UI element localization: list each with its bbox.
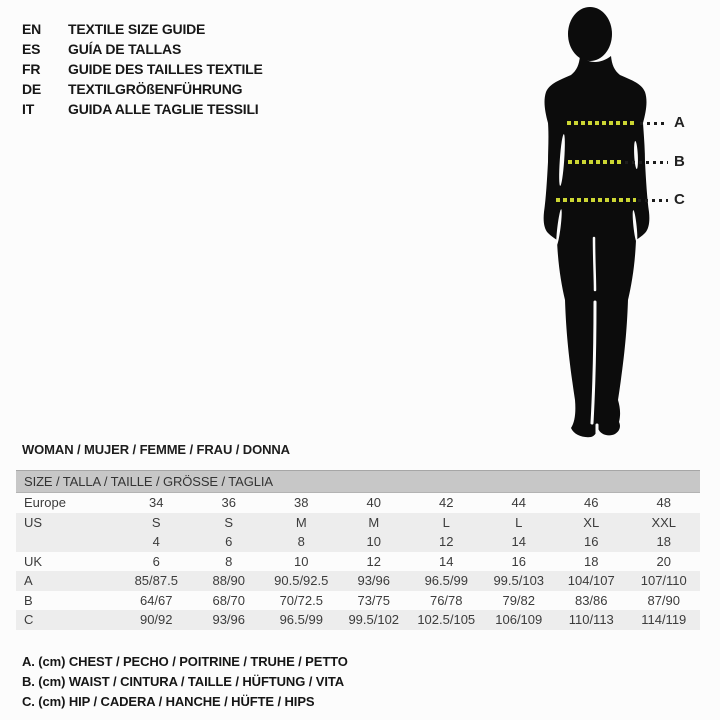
cell: 34 <box>149 495 164 510</box>
cell: 99.5/103 <box>493 573 545 588</box>
language-row-it <box>22 99 263 119</box>
table-row-uk <box>16 552 700 572</box>
guide-title-es: GUÍA DE TALLAS <box>68 41 182 57</box>
hip-measure-line <box>556 198 636 202</box>
cell: M <box>368 514 380 530</box>
cell: 40 <box>366 495 381 510</box>
row-label <box>16 532 120 552</box>
waist-leader-dots <box>625 161 668 164</box>
language-list <box>22 19 263 119</box>
waist-measure-line <box>568 160 622 164</box>
cell: 70/72.5 <box>279 592 323 608</box>
guide-title-en: TEXTILE SIZE GUIDE <box>68 21 206 37</box>
chest-measure-line <box>567 121 634 125</box>
table-row-chest-a <box>16 571 700 591</box>
cell: 20 <box>656 553 671 569</box>
cell: 88/90 <box>212 573 246 588</box>
row-label: Europe <box>24 495 66 510</box>
cell: 107/110 <box>640 573 687 588</box>
cell: 93/96 <box>357 573 391 588</box>
table-row-us <box>16 513 700 533</box>
woman-silhouette-figure <box>488 2 714 442</box>
cell: 48 <box>656 495 671 510</box>
cell: 38 <box>294 495 309 510</box>
marker-label-c: C <box>674 191 685 208</box>
guide-title-it: GUIDA ALLE TAGLIE TESSILI <box>68 101 259 117</box>
cell: 18 <box>584 553 599 569</box>
woman-silhouette-icon <box>488 2 714 442</box>
legend-waist: B. (cm) WAIST / CINTURA / TAILLE / HÜFTUNG / VITA <box>22 674 345 689</box>
cell: 44 <box>511 495 526 510</box>
cell: 85/87.5 <box>134 573 178 588</box>
cell: 16 <box>584 534 599 549</box>
cell: 96.5/99 <box>424 573 468 588</box>
cell: 68/70 <box>212 592 246 608</box>
chest-leader-dots <box>640 122 668 125</box>
cell: 99.5/102 <box>348 612 400 627</box>
cell: S <box>151 514 161 530</box>
row-label: B <box>24 592 33 608</box>
cell: L <box>515 514 523 530</box>
cell: 96.5/99 <box>279 612 323 627</box>
guide-title-de: TEXTILGRÖßENFÜHRUNG <box>68 81 243 97</box>
cell: XXL <box>651 514 677 530</box>
cell: 114/119 <box>641 612 687 627</box>
language-code: DE <box>22 81 42 97</box>
cell: L <box>442 514 450 530</box>
row-label: C <box>24 612 34 627</box>
guide-title-fr: GUIDE DES TAILLES TEXTILE <box>68 61 263 77</box>
table-row-europe <box>16 493 700 513</box>
row-label: US <box>24 514 43 530</box>
cell: 76/78 <box>429 592 463 608</box>
cell: 10 <box>366 534 381 549</box>
cell: 16 <box>511 553 526 569</box>
cell: 4 <box>152 534 160 549</box>
cell: 90.5/92.5 <box>274 573 329 588</box>
cell: 8 <box>297 534 305 549</box>
language-code: EN <box>22 21 42 37</box>
cell: 36 <box>221 495 236 510</box>
legend-hip: C. (cm) HIP / CADERA / HANCHE / HÜFTE / HIPS <box>22 694 315 709</box>
cell: 42 <box>439 495 454 510</box>
marker-label-b: B <box>674 153 685 170</box>
table-row-waist-b <box>16 591 700 611</box>
cell: 14 <box>511 534 526 549</box>
cell: 6 <box>225 534 233 549</box>
language-row-de <box>22 79 263 99</box>
section-title-woman: WOMAN / MUJER / FEMME / FRAU / DONNA <box>22 442 290 457</box>
cell: 104/107 <box>567 573 615 588</box>
cell: XL <box>583 514 600 530</box>
cell: 73/75 <box>357 592 391 608</box>
language-row-en <box>22 19 263 39</box>
cell: 14 <box>439 553 454 569</box>
language-row-es <box>22 39 263 59</box>
cell: M <box>295 514 307 530</box>
cell: S <box>224 514 234 530</box>
cell: 10 <box>294 553 309 569</box>
cell: 102.5/105 <box>417 612 476 627</box>
language-row-fr <box>22 59 263 79</box>
cell: 12 <box>439 534 454 549</box>
cell: 8 <box>225 553 233 569</box>
hip-leader-dots <box>638 199 668 202</box>
cell: 93/96 <box>212 612 246 627</box>
row-label: UK <box>24 553 43 569</box>
cell: 110/113 <box>568 612 614 627</box>
table-row-hip-c <box>16 610 700 630</box>
size-table-header: SIZE / TALLA / TAILLE / GRÖSSE / TAGLIA <box>16 470 700 493</box>
cell: 46 <box>584 495 599 510</box>
table-row-us-numeric <box>16 532 700 552</box>
measurement-legend <box>22 652 348 712</box>
row-label: A <box>24 573 33 588</box>
cell: 79/82 <box>502 592 536 608</box>
language-code: IT <box>22 101 35 117</box>
cell: 83/86 <box>574 592 608 608</box>
cell: 90/92 <box>139 612 173 627</box>
cell: 106/109 <box>495 612 543 627</box>
cell: 6 <box>152 553 160 569</box>
language-code: ES <box>22 41 41 57</box>
language-code: FR <box>22 61 41 77</box>
cell: 12 <box>366 553 381 569</box>
cell: 64/67 <box>139 592 173 608</box>
marker-label-a: A <box>674 114 685 131</box>
cell: 18 <box>656 534 671 549</box>
legend-chest: A. (cm) CHEST / PECHO / POITRINE / TRUHE / PETTO <box>22 654 348 669</box>
cell: 87/90 <box>647 592 681 608</box>
size-table <box>16 470 700 630</box>
